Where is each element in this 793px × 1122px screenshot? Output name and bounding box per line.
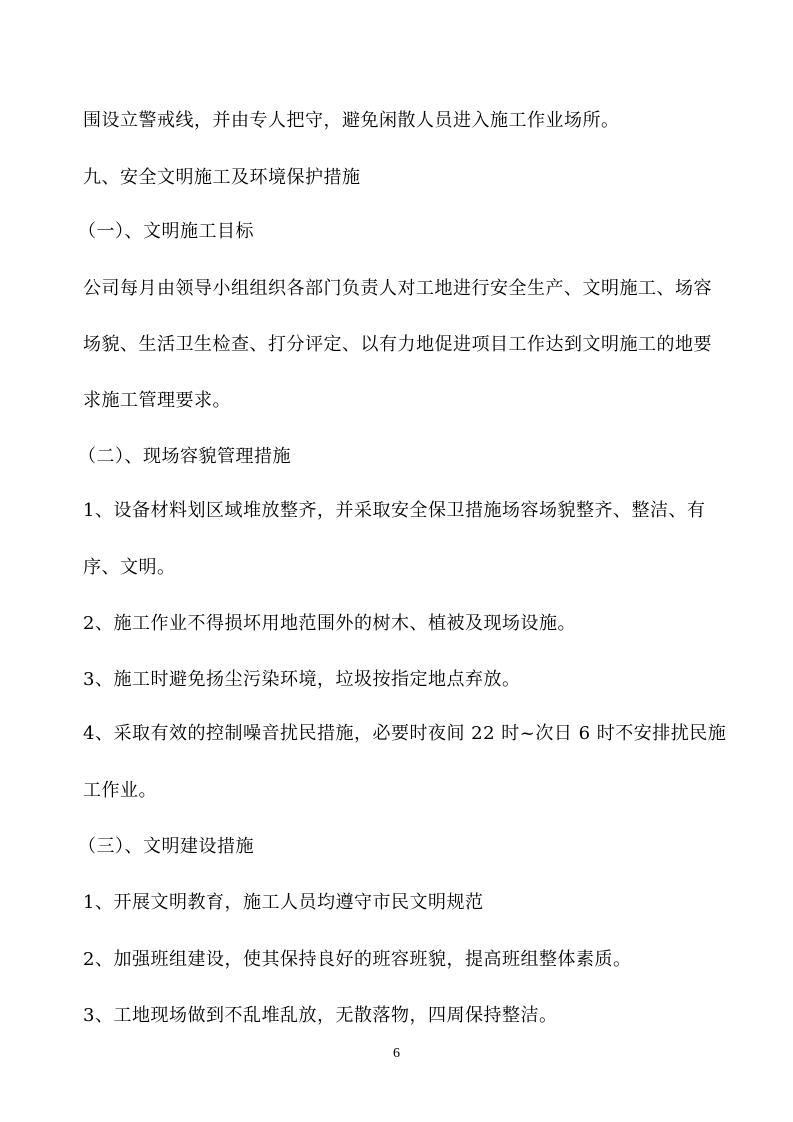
subsection-heading-1: （一）、文明施工目标 bbox=[78, 221, 254, 242]
list-item-4: 4、采取有效的控制噪音扰民措施，必要时夜间 22 时~次日 6 时不安排扰民施 bbox=[83, 723, 727, 744]
list-item-2: 2、施工作业不得损坏用地范围外的树木、植被及现场设施。 bbox=[83, 613, 576, 634]
list-item-7: 3、工地现场做到不乱堆乱放，无散落物，四周保持整洁。 bbox=[83, 1005, 558, 1026]
list-item-3: 3、施工时避免扬尘污染环境，垃圾按指定地点弃放。 bbox=[83, 669, 521, 690]
text-line-5: 场貌、生活卫生检查、打分评定、以有力地促进项目工作达到文明施工的地要 bbox=[83, 334, 712, 355]
section-heading-9: 九、安全文明施工及环境保护措施 bbox=[83, 167, 361, 188]
text-line-1: 围设立警戒线，并由专人把守，避免闲散人员进入施工作业场所。 bbox=[83, 110, 620, 131]
subsection-heading-2: （二）、现场容貌管理措施 bbox=[78, 446, 291, 467]
text-line-4: 公司每月由领导小组组织各部门负责人对工地进行安全生产、文明施工、场容 bbox=[83, 278, 712, 299]
list-item-5: 1、开展文明教育，施工人员均遵守市民文明规范 bbox=[83, 892, 484, 913]
list-item-4-cont: 工作业。 bbox=[83, 780, 157, 801]
list-item-1-cont: 序、文明。 bbox=[83, 557, 176, 578]
list-item-6: 2、加强班组建设，使其保持良好的班容班貌，提高班组整体素质。 bbox=[83, 949, 632, 970]
list-item-1: 1、设备材料划区域堆放整齐，并采取安全保卫措施场容场貌整齐、整洁、有 bbox=[83, 500, 706, 521]
page-number: 6 bbox=[393, 1046, 400, 1061]
text-line-6: 求施工管理要求。 bbox=[83, 390, 231, 411]
subsection-heading-3: （三）、文明建设措施 bbox=[78, 836, 254, 857]
